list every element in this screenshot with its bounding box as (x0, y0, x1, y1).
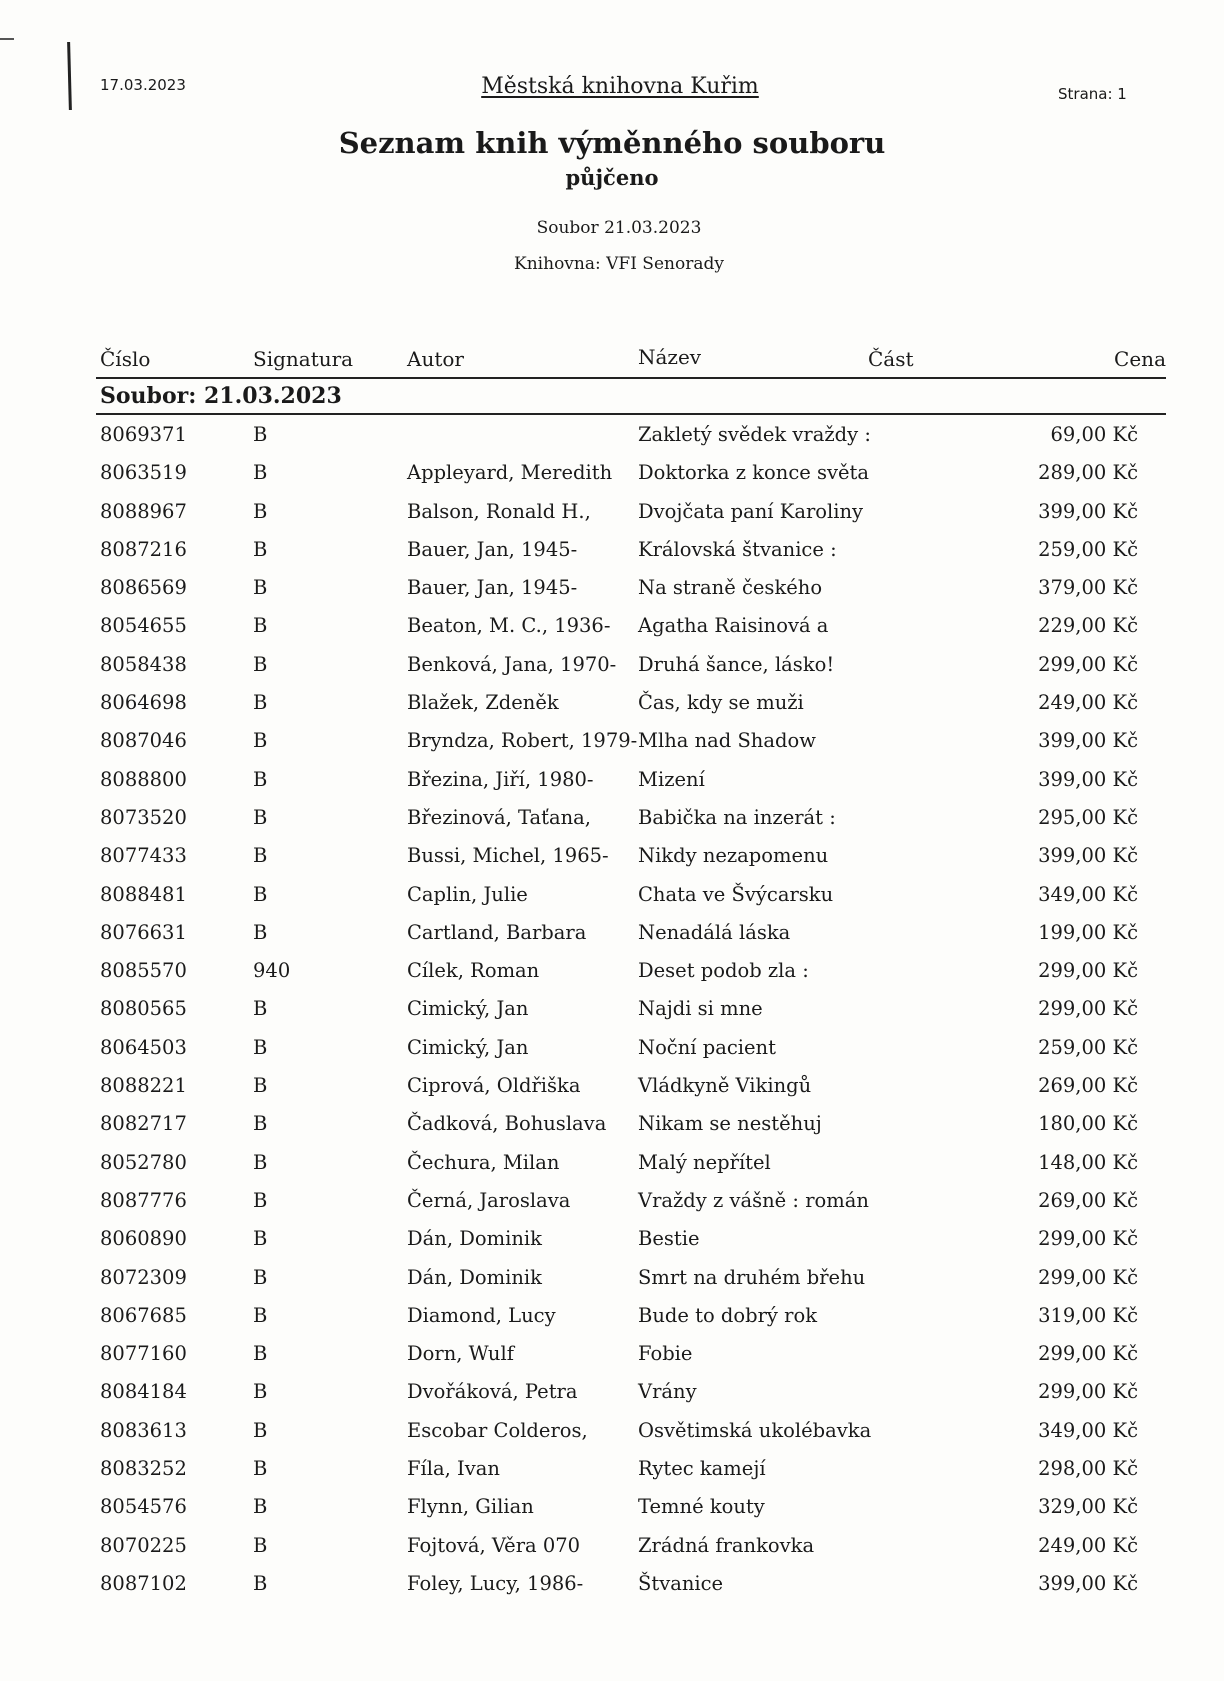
cell-author: Cimický, Jan (407, 1035, 529, 1059)
cell-number: 8054655 (100, 614, 187, 638)
cell-price: 299,00 Kč (1038, 959, 1138, 983)
table-row (0, 1149, 1224, 1187)
table-row (0, 574, 1224, 612)
cell-author: Flynn, Gilian (407, 1495, 534, 1519)
cell-price: 399,00 Kč (1038, 499, 1138, 523)
cell-author: Caplin, Julie (407, 882, 528, 906)
table-row (0, 459, 1224, 497)
cell-author: Dán, Dominik (407, 1265, 542, 1289)
cell-author: Cimický, Jan (407, 997, 529, 1021)
cell-signature: B (253, 1112, 268, 1136)
table-row (0, 1072, 1224, 1110)
cell-title: Noční pacient (638, 1035, 776, 1059)
page-subtitle: půjčeno (565, 165, 659, 190)
table-row (0, 1493, 1224, 1531)
column-header-author: Autor (407, 347, 464, 371)
cell-number: 8077433 (100, 844, 187, 868)
group-rule (96, 413, 1166, 415)
cell-author: Čechura, Milan (407, 1150, 560, 1174)
cell-number: 8076631 (100, 920, 187, 944)
cell-signature: B (253, 461, 268, 485)
cell-title: Čas, kdy se muži (638, 691, 804, 715)
cell-title: Zrádná frankovka (638, 1533, 815, 1557)
cell-title: Malý nepřítel (638, 1150, 771, 1174)
table-row (0, 957, 1224, 995)
cell-author: Foley, Lucy, 1986- (407, 1571, 584, 1595)
branch-library (0, 254, 1224, 274)
cell-title: Nikam se nestěhuj (638, 1112, 822, 1136)
table-row (0, 1302, 1224, 1340)
cell-author: Benková, Jana, 1970- (407, 652, 617, 676)
cell-author: Březinová, Taťana, (407, 805, 592, 829)
table-row (0, 536, 1224, 574)
table-row (0, 1532, 1224, 1570)
cell-number: 8052780 (100, 1150, 187, 1174)
cell-signature: B (253, 614, 268, 638)
column-header-part: Část (868, 347, 914, 371)
table-row (0, 1378, 1224, 1416)
cell-price: 299,00 Kč (1038, 1342, 1138, 1366)
cell-number: 8088800 (100, 767, 187, 791)
cell-price: 349,00 Kč (1038, 1418, 1138, 1442)
table-row (0, 881, 1224, 919)
cell-signature: B (253, 652, 268, 676)
cell-author: Černá, Jaroslava (407, 1188, 571, 1212)
cell-signature: B (253, 576, 268, 600)
cell-signature: B (253, 1035, 268, 1059)
file-date-text: Soubor 21.03.2023 (536, 218, 702, 238)
cell-title: Zakletý svědek vraždy : (638, 423, 871, 446)
table-row (0, 766, 1224, 804)
file-date (0, 218, 1224, 238)
cell-title: Druhá šance, lásko! (638, 652, 835, 676)
library-name (0, 74, 1224, 99)
cell-price: 349,00 Kč (1038, 882, 1138, 906)
cell-number: 8072309 (100, 1265, 187, 1289)
cell-signature: B (253, 997, 268, 1021)
cell-title: Rytec kamejí (638, 1457, 766, 1481)
cell-number: 8083613 (100, 1418, 187, 1442)
cell-title: Mlha nad Shadow (638, 729, 816, 753)
cell-signature: B (253, 423, 268, 446)
cell-signature: B (253, 1533, 268, 1557)
cell-number: 8084184 (100, 1380, 187, 1404)
table-row (0, 689, 1224, 727)
cell-author: Cartland, Barbara (407, 920, 587, 944)
cell-author: Cílek, Roman (407, 959, 540, 983)
cell-price: 295,00 Kč (1038, 805, 1138, 829)
cell-author: Balson, Ronald H., (407, 499, 591, 523)
cell-signature: B (253, 691, 268, 715)
cell-signature: B (253, 1265, 268, 1289)
table-row (0, 1264, 1224, 1302)
cell-author: Blažek, Zdeněk (407, 691, 559, 715)
table-row (0, 1455, 1224, 1493)
cell-price: 329,00 Kč (1038, 1495, 1138, 1519)
cell-number: 8054576 (100, 1495, 187, 1519)
cell-title: Bude to dobrý rok (638, 1303, 818, 1327)
cell-number: 8083252 (100, 1457, 187, 1481)
cell-price: 399,00 Kč (1038, 767, 1138, 791)
table-row (0, 1340, 1224, 1378)
cell-number: 8087046 (100, 729, 187, 753)
table-row (0, 1225, 1224, 1263)
cell-signature: B (253, 537, 268, 561)
cell-number: 8063519 (100, 461, 187, 485)
cell-title: Bestie (638, 1227, 700, 1251)
table-row (0, 1110, 1224, 1148)
cell-number: 8088967 (100, 499, 187, 523)
cell-author: Dán, Dominik (407, 1227, 542, 1251)
table-row (0, 842, 1224, 880)
cell-price: 269,00 Kč (1038, 1074, 1138, 1098)
cell-title: Smrt na druhém břehu (638, 1265, 866, 1289)
cell-price: 399,00 Kč (1038, 729, 1138, 753)
table-row (0, 995, 1224, 1033)
scan-edge-mark (0, 38, 14, 40)
group-heading: Soubor: 21.03.2023 (100, 383, 342, 409)
cell-title: Fobie (638, 1342, 693, 1366)
cell-number: 8067685 (100, 1303, 187, 1327)
cell-number: 8077160 (100, 1342, 187, 1366)
cell-title: Chata ve Švýcarsku (638, 882, 834, 906)
column-header-number: Číslo (100, 347, 151, 371)
table-row (0, 1570, 1224, 1608)
cell-signature: B (253, 1571, 268, 1595)
table-row (0, 651, 1224, 689)
cell-price: 269,00 Kč (1038, 1188, 1138, 1212)
cell-title: Vládkyně Vikingů (638, 1074, 812, 1098)
cell-title: Královská štvanice : (638, 537, 837, 561)
cell-signature: 940 (253, 959, 291, 983)
table-row (0, 498, 1224, 536)
cell-price: 289,00 Kč (1038, 461, 1138, 485)
table-row (0, 1187, 1224, 1225)
table-row (0, 421, 1224, 459)
cell-author: Fojtová, Věra 070 (407, 1533, 581, 1557)
cell-number: 8064503 (100, 1035, 187, 1059)
cell-number: 8069371 (100, 423, 187, 446)
cell-signature: B (253, 1495, 268, 1519)
cell-title: Vraždy z vášně : román (638, 1188, 869, 1212)
column-header-title: Název (638, 345, 702, 369)
cell-signature: B (253, 844, 268, 868)
cell-price: 399,00 Kč (1038, 844, 1138, 868)
cell-author: Dvořáková, Petra (407, 1380, 578, 1404)
cell-author: Bauer, Jan, 1945- (407, 576, 578, 600)
table-row (0, 919, 1224, 957)
table-row (0, 1034, 1224, 1072)
column-header-signature: Signatura (253, 347, 354, 371)
column-header-price: Cena (1114, 347, 1166, 371)
cell-price: 379,00 Kč (1038, 576, 1138, 600)
cell-signature: B (253, 1457, 268, 1481)
cell-signature: B (253, 1303, 268, 1327)
cell-signature: B (253, 767, 268, 791)
cell-title: Najdi si mne (638, 997, 763, 1021)
page-title: Seznam knih výměnného souboru (338, 126, 886, 160)
library-name-text: Městská knihovna Kuřim (481, 74, 759, 99)
cell-title: Mizení (638, 767, 705, 791)
cell-number: 8088481 (100, 882, 187, 906)
cell-price: 148,00 Kč (1038, 1150, 1138, 1174)
cell-price: 299,00 Kč (1038, 1227, 1138, 1251)
print-date: 17.03.2023 (100, 76, 186, 94)
cell-number: 8086569 (100, 576, 187, 600)
cell-title: Doktorka z konce světa (638, 461, 870, 485)
cell-number: 8064698 (100, 691, 187, 715)
cell-price: 259,00 Kč (1038, 1035, 1138, 1059)
cell-signature: B (253, 729, 268, 753)
cell-price: 299,00 Kč (1038, 1380, 1138, 1404)
cell-author: Fíla, Ivan (407, 1457, 500, 1481)
cell-signature: B (253, 1150, 268, 1174)
cell-price: 249,00 Kč (1038, 1533, 1138, 1557)
cell-signature: B (253, 1342, 268, 1366)
cell-price: 299,00 Kč (1038, 1265, 1138, 1289)
cell-number: 8087776 (100, 1188, 187, 1212)
cell-title: Osvětimská ukolébavka (638, 1418, 872, 1442)
cell-title: Vrány (638, 1380, 697, 1404)
cell-author: Březina, Jiří, 1980- (407, 767, 594, 791)
cell-number: 8080565 (100, 997, 187, 1021)
cell-number: 8085570 (100, 959, 187, 983)
cell-title: Nenadálá láska (638, 920, 791, 944)
cell-price: 259,00 Kč (1038, 537, 1138, 561)
cell-author: Dorn, Wulf (407, 1342, 514, 1366)
cell-signature: B (253, 1418, 268, 1442)
cell-signature: B (253, 499, 268, 523)
cell-signature: B (253, 1074, 268, 1098)
cell-title: Agatha Raisinová a (638, 614, 829, 638)
page-number: Strana: 1 (1058, 85, 1127, 103)
cell-title: Na straně českého (638, 576, 823, 600)
cell-author: Diamond, Lucy (407, 1303, 556, 1327)
cell-author: Beaton, M. C., 1936- (407, 614, 611, 638)
cell-title: Dvojčata paní Karoliny (638, 499, 864, 523)
cell-price: 180,00 Kč (1038, 1112, 1138, 1136)
cell-author: Ciprová, Oldřiška (407, 1074, 581, 1098)
cell-signature: B (253, 805, 268, 829)
cell-author: Bauer, Jan, 1945- (407, 537, 578, 561)
cell-price: 299,00 Kč (1038, 997, 1138, 1021)
header-rule (96, 377, 1166, 379)
cell-signature: B (253, 1227, 268, 1251)
cell-price: 199,00 Kč (1038, 920, 1138, 944)
cell-title: Deset podob zla : (638, 959, 809, 983)
cell-number: 8058438 (100, 652, 187, 676)
cell-signature: B (253, 1188, 268, 1212)
cell-price: 299,00 Kč (1038, 652, 1138, 676)
cell-price: 249,00 Kč (1038, 691, 1138, 715)
cell-price: 298,00 Kč (1038, 1457, 1138, 1481)
cell-number: 8070225 (100, 1533, 187, 1557)
cell-number: 8073520 (100, 805, 187, 829)
book-table (0, 421, 1224, 1608)
cell-price: 399,00 Kč (1038, 1571, 1138, 1595)
cell-number: 8087102 (100, 1571, 187, 1595)
cell-number: 8082717 (100, 1112, 187, 1136)
cell-author: Bryndza, Robert, 1979- (407, 729, 638, 753)
branch-library-text: Knihovna: VFI Senorady (514, 254, 724, 274)
cell-number: 8060890 (100, 1227, 187, 1251)
cell-author: Čadková, Bohuslava (407, 1112, 607, 1136)
cell-price: 229,00 Kč (1038, 614, 1138, 638)
cell-title: Štvanice (638, 1571, 724, 1595)
cell-title: Nikdy nezapomenu (638, 844, 829, 868)
table-row (0, 804, 1224, 842)
cell-title: Babička na inzerát : (638, 805, 836, 829)
table-row (0, 727, 1224, 765)
cell-number: 8088221 (100, 1074, 187, 1098)
cell-author: Bussi, Michel, 1965- (407, 844, 609, 868)
cell-price: 319,00 Kč (1038, 1303, 1138, 1327)
table-row (0, 1417, 1224, 1455)
cell-title: Temné kouty (638, 1495, 765, 1519)
cell-author: Escobar Colderos, (407, 1418, 588, 1442)
cell-number: 8087216 (100, 537, 187, 561)
cell-signature: B (253, 1380, 268, 1404)
cell-author: Appleyard, Meredith (407, 461, 613, 485)
cell-price: 69,00 Kč (1050, 423, 1138, 446)
cell-signature: B (253, 882, 268, 906)
table-row (0, 612, 1224, 650)
cell-signature: B (253, 920, 268, 944)
